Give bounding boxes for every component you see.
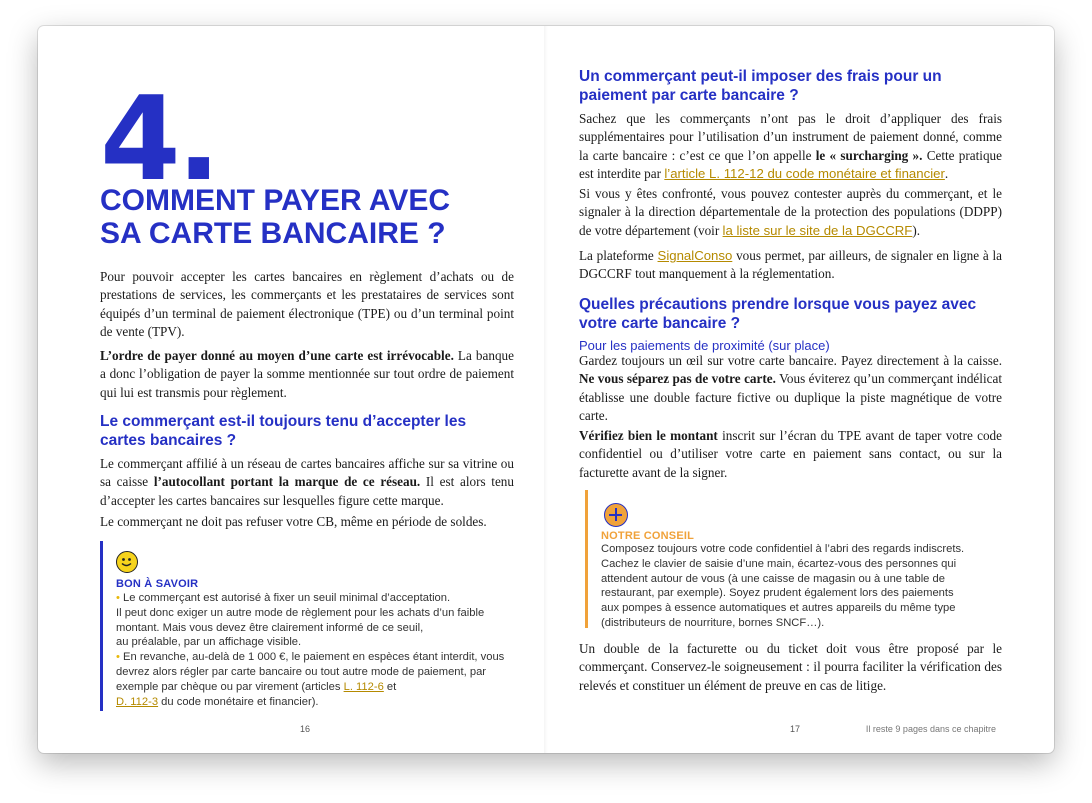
pages-remaining: Il reste 9 pages dans ce chapitre xyxy=(865,724,996,734)
sticker-text-b: Il est alors tenu d’accepter les cartes bancaires sur lesquelles figure cette marque. xyxy=(100,474,514,508)
surcharging-end: . xyxy=(944,166,949,182)
surcharging-paragraph xyxy=(579,110,1002,184)
box-and: et xyxy=(383,680,397,693)
chapter-number: 4. xyxy=(100,72,217,207)
irrevocable-rest: La banque a donc l’obligation de payer la somme mentionnée sur tout ordre de paiement qui lui est transmis pour règlement. xyxy=(100,348,514,400)
verify-amount-paragraph xyxy=(579,427,1002,482)
surcharging-text-a: Sachez que les commerçants n’ont pas le droit d’appliquer des frais supplémentaires pour l’utilisation d’un instrument de paiement donné, comme la carte bancaire : c’est ce que l’on appelle xyxy=(579,111,1002,163)
sticker-text-a: Le commerçant affilié à un réseau de cartes bancaires affiche sur sa vitrine ou sa caisse xyxy=(100,456,514,490)
plus-circle-icon xyxy=(604,503,628,527)
question-accept-heading: Le commerçant est-il toujours tenu d’accepter les cartes bancaires ? xyxy=(100,413,467,449)
signalconso-text-a: La plateforme xyxy=(579,248,658,263)
box-bullet-2: • En revanche, au-delà de 1 000 €, le paiement en espèces étant interdit, vous devrez alors régler par carte bancaire ou tout autre mode de paiement, par exemple par chèque ou par virement (articles L. 112-6 et D. 112-3 du code monétaire et financier). xyxy=(116,651,505,708)
box-bullet-1: • Le commerçant est autorisé à fixer un seuil minimal d’acceptation. xyxy=(116,592,451,604)
link-dgccrf-list[interactable]: la liste sur le site de la DGCCRF xyxy=(722,222,913,238)
sticker-bold: l’autocollant portant la marque de ce réseau. xyxy=(153,474,421,490)
intro-paragraph: Pour pouvoir accepter les cartes bancaires en règlement d’achats ou de prestations de services, les commerçants et les prestataires de services sont équipés d’un terminal de paiement électronique (TPE) ou d’un terminal point de vente (TPV). xyxy=(100,269,514,340)
signalconso-text-b: vous permet, par ailleurs, de signaler en ligne à la DGCCRF tout manquement à la réglementation. xyxy=(579,248,1002,282)
verify-amount-bold: Vérifiez bien le montant xyxy=(579,428,718,443)
box-bullet-1-end: au préalable, par un affichage visible. xyxy=(116,636,302,649)
sales-paragraph: Le commerçant ne doit pas refuser votre CB, même en période de soldes. xyxy=(100,514,487,529)
sticker-paragraph xyxy=(100,455,514,510)
receipt-paragraph: Un double de la facturette ou du ticket doit vous être proposé par le commerçant. Conservez-le soigneusement : il pourra faciliter la vérification des relevés et constituer un élément de preuve en cas de litige. xyxy=(579,641,1002,693)
link-signalconso[interactable]: SignalConso xyxy=(657,248,733,263)
link-article-l112-12[interactable]: l’article L. 112-12 du code monétaire et financier xyxy=(664,166,945,182)
link-d112-3[interactable]: D. 112-3 xyxy=(116,695,159,708)
card-watch-text-b: Vous éviterez qu’un commerçant indélicat établisse une double facture fictive ou duplique la piste magnétique de votre carte. xyxy=(579,371,1002,424)
bon-a-savoir-box xyxy=(100,541,516,711)
surcharging-text-b: Cette pratique est interdite par xyxy=(579,147,1002,182)
signalconso-paragraph xyxy=(579,247,1002,284)
question-fees-heading: Un commerçant peut-il imposer des frais pour un paiement par carte bancaire ? xyxy=(579,68,942,104)
ddpp-end: ). xyxy=(912,222,921,238)
page-number-right: 17 xyxy=(790,724,801,734)
box-bullet-1-cont: Il peut donc exiger un autre mode de règlement pour les achats d’un faible montant. Mais vous devez être clairement informé de ce seuil, xyxy=(116,606,485,634)
notre-conseil-body: Composez toujours votre code confidentiel à l’abri des regards indiscrets. Cachez le clavier de saisie d’une main, écartez-vous des personnes qui attendent autour de vous (à une caisse de magasin ou à une table de restaurant, par exemple). Soyez prudent également lors des paiements aux pompes à essence automatiques et autres appareils du même type (distributeurs de nourriture, bornes SNCF…). xyxy=(601,543,965,629)
irrevocable-paragraph xyxy=(100,347,514,402)
ebook-spread xyxy=(38,26,1054,753)
bon-a-savoir-title: BON À SAVOIR xyxy=(116,578,199,590)
bon-a-savoir-body xyxy=(116,591,516,709)
card-watch-bold: Ne vous séparez pas de votre carte. xyxy=(579,371,776,387)
ddpp-text: Si vous y êtes confronté, vous pouvez contester auprès du commerçant, et le signaler à la direction départementale de la protection des populations (DDPP) de votre département (voir xyxy=(579,186,1002,238)
smiley-icon xyxy=(116,551,138,573)
surcharging-bold: le « surcharging ». xyxy=(815,147,923,163)
proximity-subheading: Pour les paiements de proximité (sur place) xyxy=(579,338,830,353)
notre-conseil-title: NOTRE CONSEIL xyxy=(601,530,695,542)
box-bullet-2-text: En revanche, au-delà de 1 000 €, le paiement en espèces étant interdit, vous devrez alors régler par carte bancaire ou tout autre mode de paiement, par exemple par chèque ou par virement (articles xyxy=(116,651,505,693)
right-page xyxy=(546,26,1054,753)
chapter-title: COMMENT PAYER AVEC SA CARTE BANCAIRE ? xyxy=(100,184,451,250)
irrevocable-bold: L’ordre de payer donné au moyen d’une carte est irrévocable. xyxy=(100,348,454,363)
link-l112-6[interactable]: L. 112-6 xyxy=(343,680,384,693)
page-number-left: 16 xyxy=(300,724,311,734)
question-precautions-heading: Quelles précautions prendre lorsque vous payez avec votre carte bancaire ? xyxy=(579,296,977,332)
box-bullet-2-end: du code monétaire et financier). xyxy=(158,695,319,708)
verify-amount-text: inscrit sur l’écran du TPE avant de taper votre code confidentiel ou d’utiliser votre carte en paiement sans contact, ou sur la facturette avant de la signer. xyxy=(579,428,1002,480)
ddpp-paragraph xyxy=(579,185,1002,240)
box-bullet-1-text-a: Le commerçant est autorisé à fixer un seuil minimal d’acceptation. xyxy=(123,592,451,604)
left-page xyxy=(38,26,546,753)
card-watch-paragraph xyxy=(579,352,1002,426)
notre-conseil-box xyxy=(585,490,981,628)
card-watch-text-a: Gardez toujours un œil sur votre carte bancaire. Payez directement à la caisse. xyxy=(579,353,1002,368)
